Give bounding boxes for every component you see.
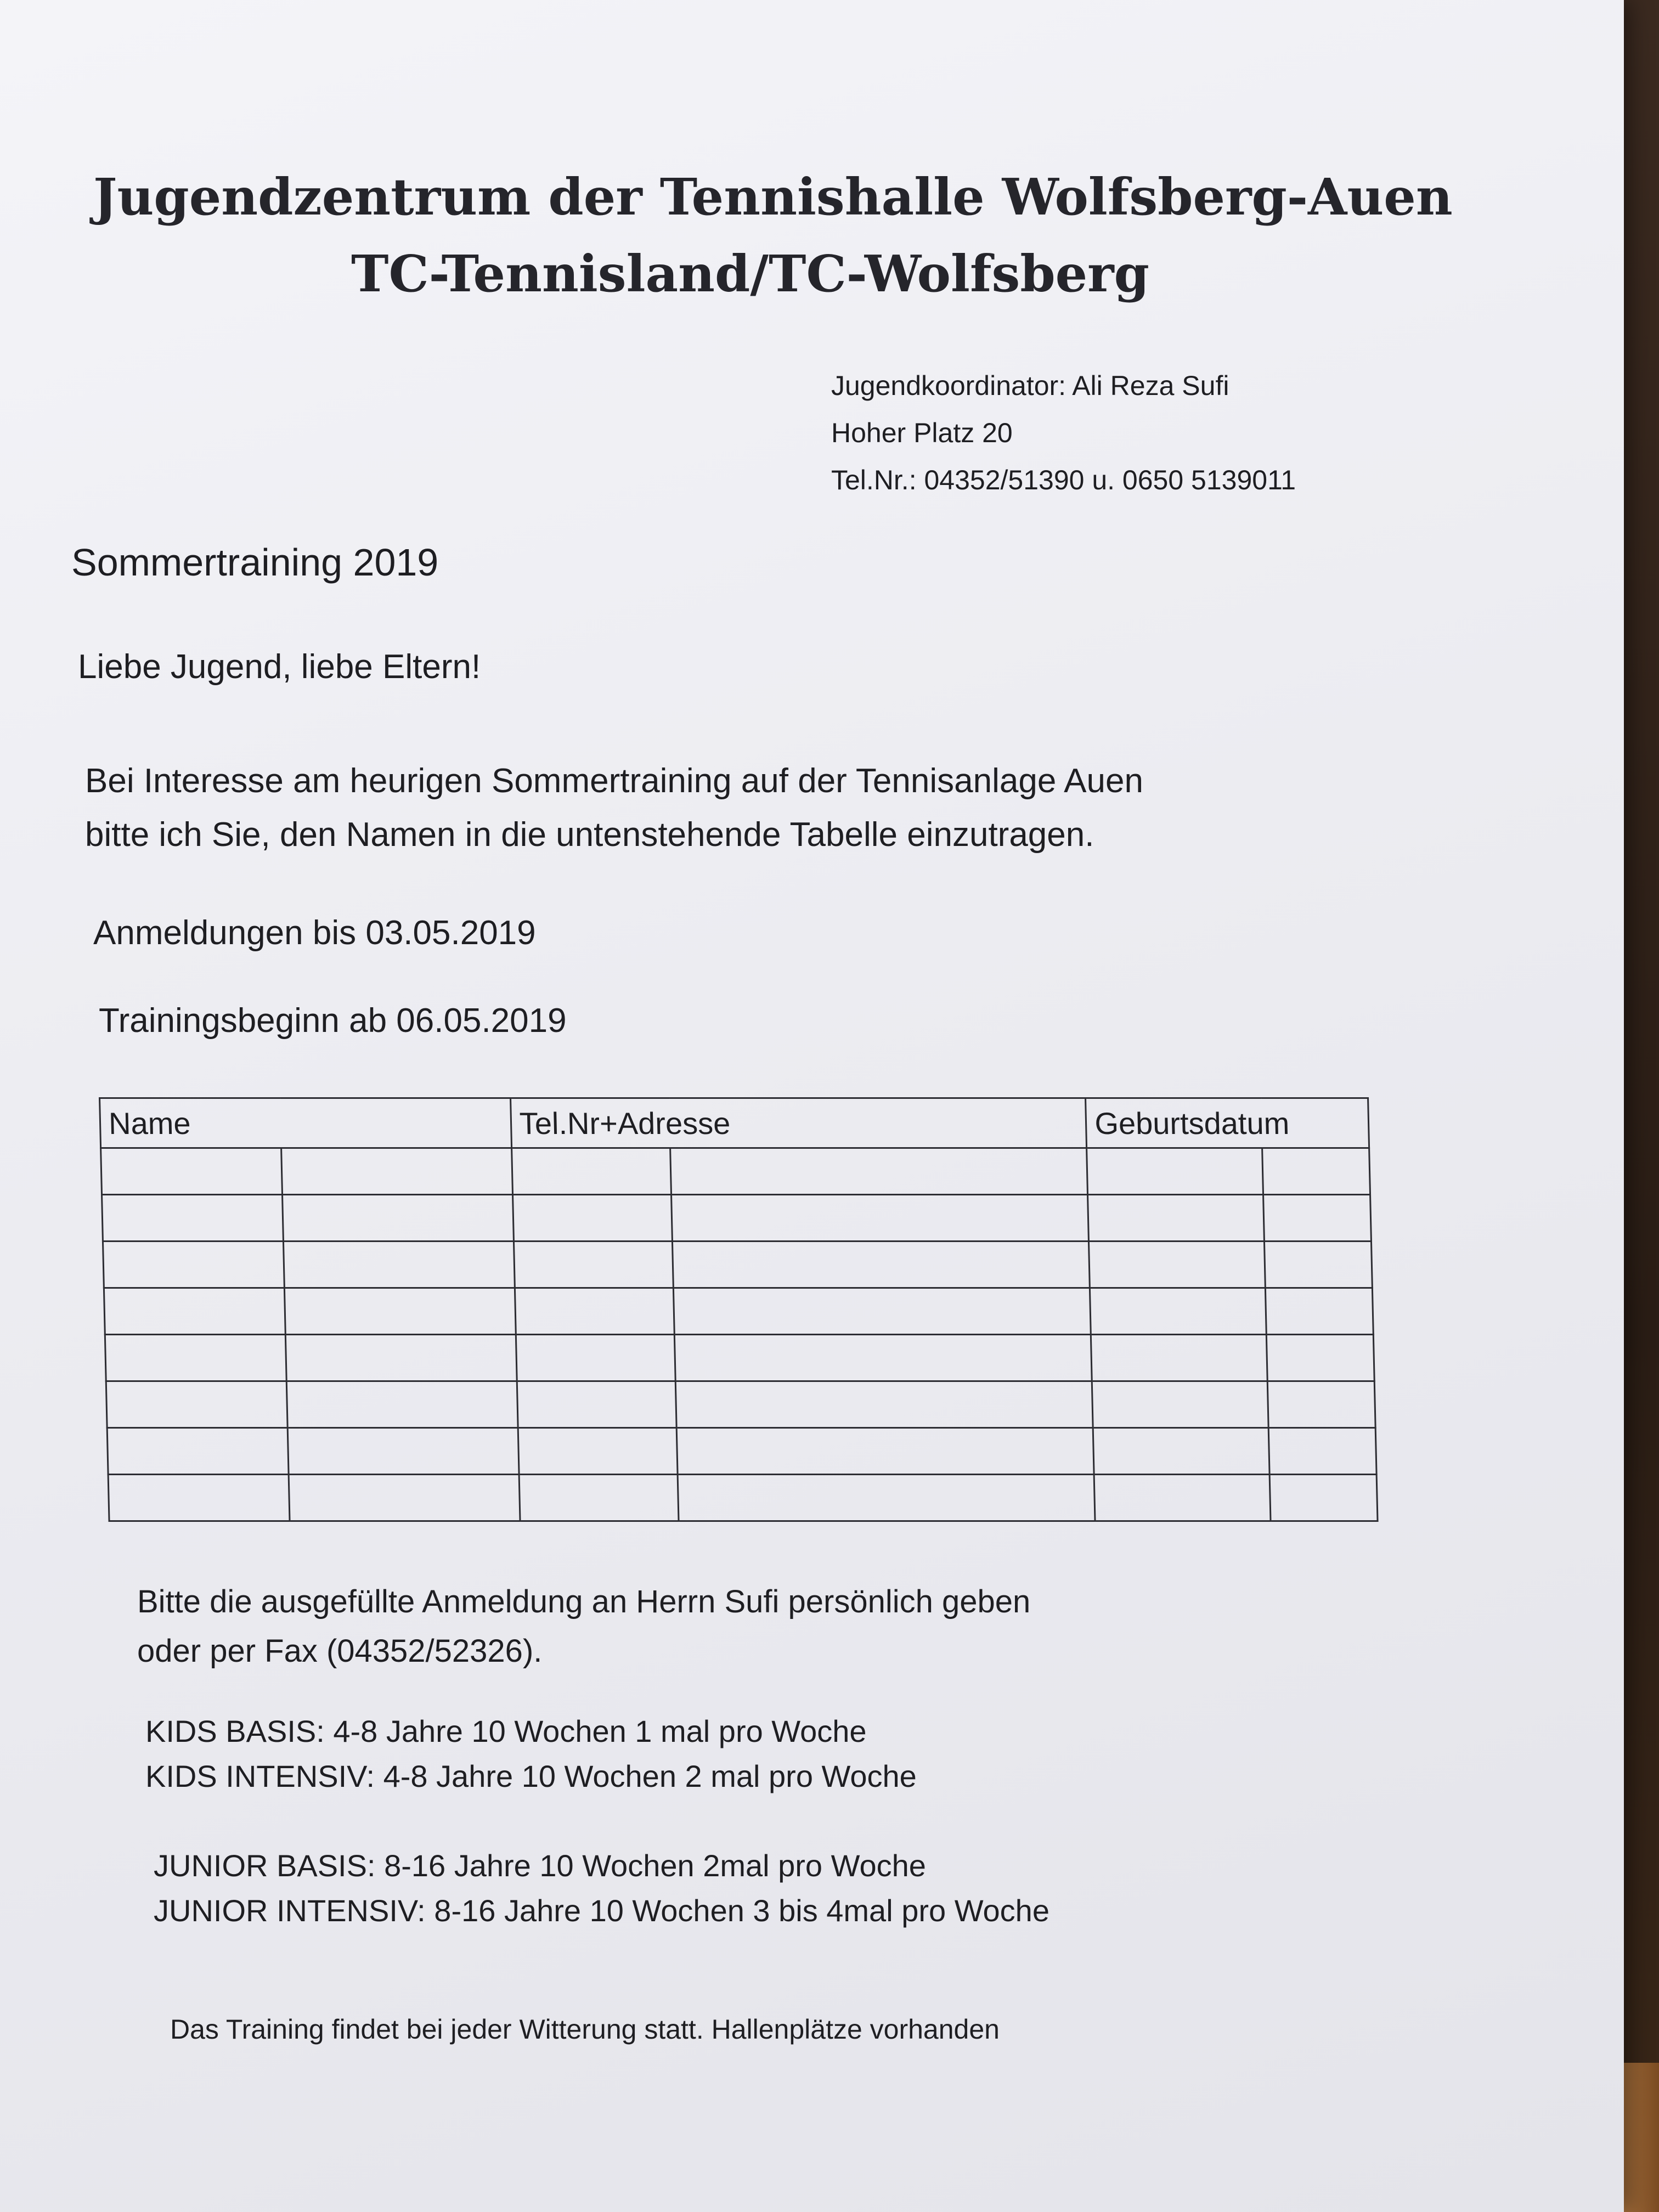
table-cell[interactable] — [673, 1242, 1090, 1288]
table-cell[interactable] — [678, 1475, 1095, 1521]
table-cell[interactable] — [104, 1288, 285, 1335]
table-cell[interactable] — [512, 1195, 673, 1242]
page-title: Jugendzentrum der Tennishalle Wolfsberg-Auen — [93, 167, 1453, 227]
table-cell[interactable] — [108, 1475, 290, 1521]
table-cell[interactable] — [1088, 1195, 1265, 1242]
table-cell[interactable] — [286, 1335, 517, 1381]
table-cell[interactable] — [677, 1428, 1094, 1475]
table-cell[interactable] — [1269, 1475, 1378, 1521]
table-cell[interactable] — [675, 1335, 1092, 1381]
junior-programs — [154, 1843, 1049, 1933]
column-header-birthdate: Geburtsdatum — [1086, 1098, 1369, 1148]
table-cell[interactable] — [1265, 1242, 1373, 1288]
table-cell[interactable] — [107, 1428, 289, 1475]
table-cell[interactable] — [101, 1148, 283, 1195]
table-cell[interactable] — [1262, 1148, 1370, 1195]
program-kids-intensiv: KIDS INTENSIV: 4-8 Jahre 10 Wochen 2 mal pro Woche — [145, 1759, 917, 1793]
table-cell[interactable] — [1263, 1195, 1372, 1242]
table-cell[interactable] — [281, 1148, 512, 1195]
kids-programs — [145, 1709, 917, 1799]
column-header-phone-address: Tel.Nr+Adresse — [510, 1098, 1087, 1148]
table-cell[interactable] — [103, 1242, 284, 1288]
table-header-row — [100, 1098, 1369, 1148]
footer-note: Das Training findet bei jeder Witterung statt. Hallenplätze vorhanden — [170, 2014, 1000, 2045]
table-cell[interactable] — [1087, 1148, 1263, 1195]
contact-block — [831, 362, 1296, 504]
submission-instructions — [137, 1577, 1030, 1676]
table-cell[interactable] — [284, 1242, 515, 1288]
table-row[interactable] — [102, 1195, 1372, 1242]
greeting: Liebe Jugend, liebe Eltern! — [78, 648, 481, 686]
table-cell[interactable] — [105, 1335, 286, 1381]
table-row[interactable] — [103, 1242, 1372, 1288]
coordinator-name: Jugendkoordinator: Ali Reza Sufi — [831, 370, 1229, 401]
table-cell[interactable] — [1094, 1475, 1271, 1521]
table-row[interactable] — [106, 1381, 1375, 1428]
instruction-line: Bitte die ausgefüllte Anmeldung an Herrn Sufi persönlich geben — [137, 1584, 1031, 1620]
table-cell[interactable] — [1089, 1242, 1266, 1288]
page-subtitle: TC-Tennisland/TC-Wolfsberg — [351, 244, 1149, 303]
program-kids-basis: KIDS BASIS: 4-8 Jahre 10 Wochen 1 mal pro Woche — [145, 1714, 867, 1748]
table-cell[interactable] — [511, 1148, 672, 1195]
table-cell[interactable] — [1092, 1381, 1269, 1428]
phone-numbers: Tel.Nr.: 04352/51390 u. 0650 5139011 — [831, 465, 1296, 495]
table-cell[interactable] — [102, 1195, 284, 1242]
table-cell[interactable] — [285, 1288, 516, 1335]
table-cell[interactable] — [674, 1288, 1091, 1335]
table-cell[interactable] — [517, 1381, 677, 1428]
table-cell[interactable] — [676, 1381, 1093, 1428]
table-cell[interactable] — [1090, 1288, 1267, 1335]
program-junior-intensiv: JUNIOR INTENSIV: 8-16 Jahre 10 Wochen 3 bis 4mal pro Woche — [154, 1893, 1049, 1928]
table-cell[interactable] — [672, 1195, 1089, 1242]
intro-line: bitte ich Sie, den Namen in die untenstehende Tabelle einzutragen. — [85, 816, 1094, 854]
section-title: Sommertraining 2019 — [71, 541, 439, 584]
table-cell[interactable] — [1267, 1381, 1375, 1428]
table-cell[interactable] — [1268, 1428, 1376, 1475]
table-cell[interactable] — [106, 1381, 287, 1428]
table-cell[interactable] — [289, 1475, 520, 1521]
table-cell[interactable] — [1266, 1335, 1374, 1381]
intro-line: Bei Interesse am heurigen Sommertraining auf der Tennisanlage Auen — [85, 762, 1143, 800]
instruction-line: oder per Fax (04352/52326). — [137, 1633, 543, 1669]
table-row[interactable] — [108, 1475, 1378, 1521]
table-cell[interactable] — [515, 1288, 675, 1335]
table-cell[interactable] — [514, 1242, 674, 1288]
table-cell[interactable] — [1091, 1335, 1268, 1381]
table-cell[interactable] — [670, 1148, 1088, 1195]
program-junior-basis: JUNIOR BASIS: 8-16 Jahre 10 Wochen 2mal pro Woche — [154, 1848, 926, 1883]
column-header-name: Name — [100, 1098, 512, 1148]
table-cell[interactable] — [283, 1195, 514, 1242]
table-cell[interactable] — [519, 1475, 679, 1521]
table-row[interactable] — [101, 1148, 1370, 1195]
table-row[interactable] — [105, 1335, 1374, 1381]
registration-deadline: Anmeldungen bis 03.05.2019 — [93, 914, 536, 952]
table-cell[interactable] — [1265, 1288, 1373, 1335]
table-cell[interactable] — [518, 1428, 678, 1475]
table-cell[interactable] — [287, 1381, 518, 1428]
address: Hoher Platz 20 — [831, 417, 1013, 448]
table-cell[interactable] — [1093, 1428, 1269, 1475]
registration-table — [99, 1097, 1379, 1522]
table-row[interactable] — [107, 1428, 1376, 1475]
table-cell[interactable] — [288, 1428, 519, 1475]
table-cell[interactable] — [516, 1335, 676, 1381]
intro-paragraph — [85, 754, 1143, 862]
training-start: Trainingsbeginn ab 06.05.2019 — [99, 1002, 567, 1040]
table-row[interactable] — [104, 1288, 1373, 1335]
